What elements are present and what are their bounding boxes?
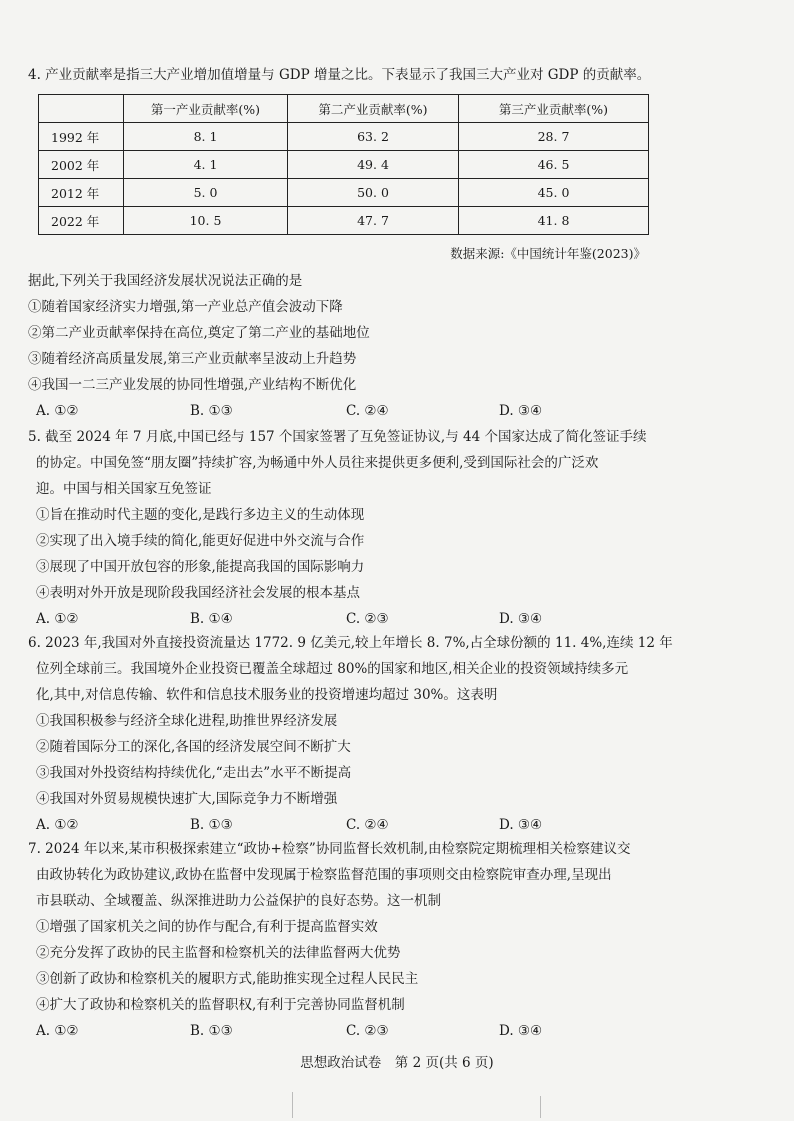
q4-option-1: ①随着国家经济实力增强,第一产业总产值会波动下降	[28, 299, 343, 315]
table-cell: 5. 0	[124, 179, 288, 207]
table-cell: 8. 1	[124, 123, 288, 151]
question-4-body	[28, 268, 768, 424]
choice-d[interactable]: D. ③④	[499, 611, 543, 627]
q6-stem-line: 位列全球前三。我国境外企业投资已覆盖全球超过 80%的国家和地区,相关企业的投资领域持续多元	[36, 661, 629, 677]
q5-choices	[28, 606, 768, 632]
question-7	[28, 836, 768, 1044]
table-cell: 28. 7	[459, 123, 649, 151]
q4-option-4: ④我国一二三产业发展的协同性增强,产业结构不断优化	[28, 377, 357, 393]
table-cell: 45. 0	[459, 179, 649, 207]
q7-choices	[28, 1018, 768, 1044]
table-row	[39, 151, 649, 179]
table-row	[39, 179, 649, 207]
q5-option-4: ④表明对外开放是现阶段我国经济社会发展的根本基点	[36, 585, 360, 601]
choice-c[interactable]: C. ②④	[346, 403, 389, 419]
q6-choices	[28, 812, 768, 838]
table-cell: 46. 5	[459, 151, 649, 179]
q5-option-3: ③展现了中国开放包容的形象,能提高我国的国际影响力	[36, 559, 365, 575]
choice-b[interactable]: B. ①④	[190, 611, 233, 627]
table-header-cell	[39, 95, 124, 123]
q4-option-3: ③随着经济高质量发展,第三产业贡献率呈波动上升趋势	[28, 351, 357, 367]
q4-option-2: ②第二产业贡献率保持在高位,奠定了第二产业的基础地位	[28, 325, 370, 341]
q4-stem: 4. 产业贡献率是指三大产业增加值增量与 GDP 增量之比。下表显示了我国三大产业对 GDP 的贡献率。	[28, 67, 651, 83]
scan-artifact	[540, 1096, 541, 1118]
q5-stem-line: 5. 截至 2024 年 7 月底,中国已经与 157 个国家签署了互免签证协议,与 44 个国家达成了简化签证手续	[28, 429, 647, 445]
table-cell: 47. 7	[288, 207, 459, 235]
table-header-cell: 第一产业贡献率(%)	[124, 95, 288, 123]
page-footer: 思想政治试卷 第 2 页(共 6 页)	[300, 1055, 494, 1071]
question-6	[28, 630, 768, 838]
table-source-note: 数据来源:《中国统计年鉴(2023)》	[450, 246, 646, 261]
q7-stem-line: 7. 2024 年以来,某市积极探索建立“政协+检察”协同监督长效机制,由检察院定期梳理相关检察建议交	[28, 841, 631, 857]
q6-option-3: ③我国对外投资结构持续优化,“走出去”水平不断提高	[36, 765, 352, 781]
q7-option-1: ①增强了国家机关之间的协作与配合,有利于提高监督实效	[36, 919, 378, 935]
choice-a[interactable]: A. ①②	[36, 611, 79, 627]
table-header-cell: 第三产业贡献率(%)	[459, 95, 649, 123]
choice-c[interactable]: C. ②③	[346, 1023, 389, 1039]
q4-lead: 据此,下列关于我国经济发展状况说法正确的是	[28, 273, 303, 289]
q5-stem-line: 的协定。中国免签“朋友圈”持续扩容,为畅通中外人员往来提供更多便利,受到国际社会的广泛欢	[36, 455, 599, 471]
q5-option-1: ①旨在推动时代主题的变化,是践行多边主义的生动体现	[36, 507, 365, 523]
table-cell-year: 2022 年	[39, 207, 124, 235]
table-cell: 63. 2	[288, 123, 459, 151]
q5-stem-line: 迎。中国与相关国家互免签证	[36, 481, 212, 497]
choice-b[interactable]: B. ①③	[190, 403, 233, 419]
table-cell: 50. 0	[288, 179, 459, 207]
choice-d[interactable]: D. ③④	[499, 1023, 543, 1039]
choice-a[interactable]: A. ①②	[36, 817, 79, 833]
table-row	[39, 207, 649, 235]
choice-a[interactable]: A. ①②	[36, 1023, 79, 1039]
q6-stem-line: 化,其中,对信息传输、软件和信息技术服务业的投资增速均超过 30%。这表明	[36, 687, 498, 703]
choice-b[interactable]: B. ①③	[190, 817, 233, 833]
table-cell: 41. 8	[459, 207, 649, 235]
q6-option-2: ②随着国际分工的深化,各国的经济发展空间不断扩大	[36, 739, 351, 755]
choice-b[interactable]: B. ①③	[190, 1023, 233, 1039]
table-cell-year: 2002 年	[39, 151, 124, 179]
table-header-cell: 第二产业贡献率(%)	[288, 95, 459, 123]
choice-d[interactable]: D. ③④	[499, 403, 543, 419]
q4-choices	[28, 398, 768, 424]
table-cell-year: 2012 年	[39, 179, 124, 207]
table-header-row	[39, 95, 649, 123]
choice-c[interactable]: C. ②③	[346, 611, 389, 627]
choice-c[interactable]: C. ②④	[346, 817, 389, 833]
question-4	[28, 62, 768, 88]
question-5	[28, 424, 768, 632]
choice-a[interactable]: A. ①②	[36, 403, 79, 419]
q6-stem-line: 6. 2023 年,我国对外直接投资流量达 1772. 9 亿美元,较上年增长 8. 7%,占全球份额的 11. 4%,连续 12 年	[28, 635, 673, 651]
table-cell: 4. 1	[124, 151, 288, 179]
q5-option-2: ②实现了出入境手续的简化,能更好促进中外交流与合作	[36, 533, 365, 549]
q7-stem-line: 由政协转化为政协建议,政协在监督中发现属于检察监督范围的事项则交由检察院审查办理,呈现出	[36, 867, 612, 883]
table-cell: 49. 4	[288, 151, 459, 179]
choice-d[interactable]: D. ③④	[499, 817, 543, 833]
q7-option-2: ②充分发挥了政协的民主监督和检察机关的法律监督两大优势	[36, 945, 401, 961]
q6-option-4: ④我国对外贸易规模快速扩大,国际竞争力不断增强	[36, 791, 338, 807]
table-cell: 10. 5	[124, 207, 288, 235]
table-cell-year: 1992 年	[39, 123, 124, 151]
scan-artifact	[292, 1092, 293, 1118]
q7-option-3: ③创新了政协和检察机关的履职方式,能助推实现全过程人民民主	[36, 971, 419, 987]
q6-option-1: ①我国积极参与经济全球化进程,助推世界经济发展	[36, 713, 338, 729]
q7-option-4: ④扩大了政协和检察机关的监督职权,有利于完善协同监督机制	[36, 997, 405, 1013]
gdp-contribution-table	[38, 94, 649, 235]
table-row	[39, 123, 649, 151]
q7-stem-line: 市县联动、全域覆盖、纵深推进助力公益保护的良好态势。这一机制	[36, 893, 441, 909]
